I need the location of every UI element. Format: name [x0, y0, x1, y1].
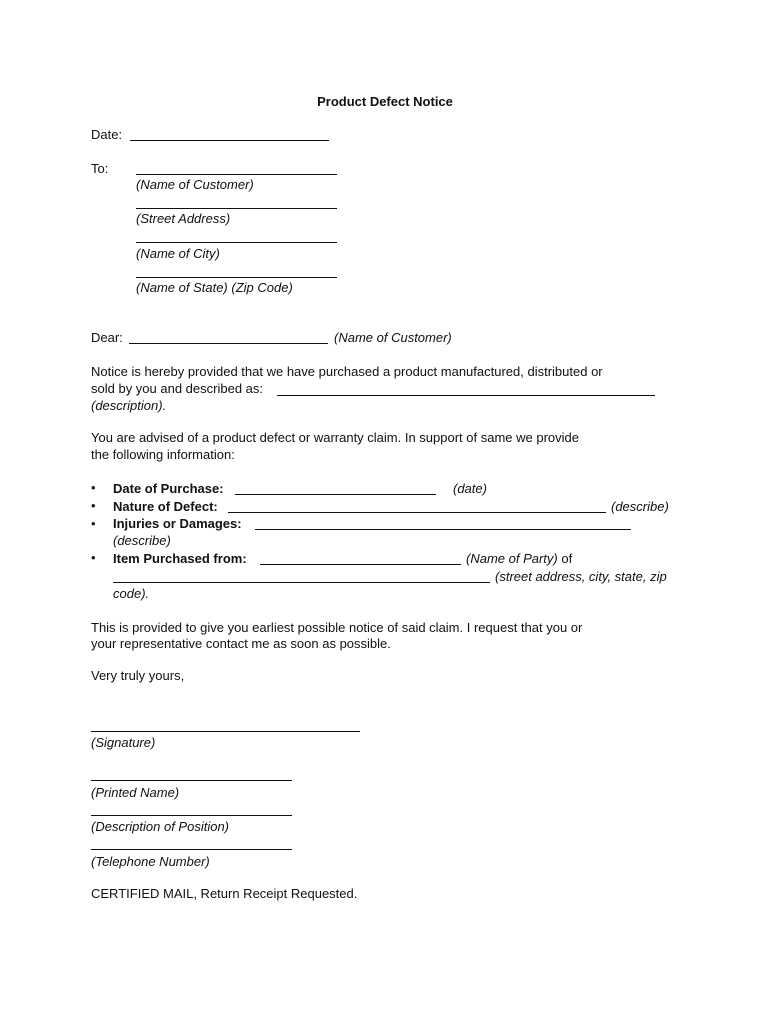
injuries-blank [255, 529, 631, 530]
to-label: To: [91, 161, 109, 176]
printed-name-blank [91, 780, 292, 781]
advised-paragraph-line-1: You are advised of a product defect or warranty claim. In support of same we provide [91, 430, 580, 445]
injuries-hint: (describe) [113, 533, 171, 548]
street-address-blank [136, 208, 337, 209]
notice-paragraph-line-2: sold by you and described as: [91, 381, 263, 396]
printed-name-hint: (Printed Name) [91, 785, 180, 800]
description-hint: (description). [91, 398, 167, 413]
defect-blank [228, 512, 606, 513]
customer-name-hint: (Name of Customer) [136, 177, 254, 192]
state-zip-hint: (Name of State) (Zip Code) [136, 280, 293, 295]
state-zip-blank [136, 277, 337, 278]
bullet-icon: • [91, 516, 96, 531]
date-label: Date: [91, 127, 123, 142]
purchased-from-of: of [557, 551, 573, 566]
street-address-hint: (Street Address) [136, 211, 231, 226]
dear-hint: (Name of Customer) [334, 330, 452, 345]
customer-name-blank [136, 174, 337, 175]
telephone-blank [91, 849, 292, 850]
dear-label: Dear: [91, 330, 123, 345]
document-title: Product Defect Notice [317, 94, 453, 109]
purchased-from-hint: (Name of Party) [466, 551, 558, 566]
request-paragraph-line-1: This is provided to give you earliest possible notice of said claim. I request that you or [91, 620, 583, 635]
position-hint: (Description of Position) [91, 819, 229, 834]
signature-blank [91, 731, 360, 732]
closing: Very truly yours, [91, 668, 185, 683]
purchase-date-label: Date of Purchase: [113, 481, 224, 496]
purchase-date-blank [235, 494, 436, 495]
city-hint: (Name of City) [136, 246, 220, 261]
party-address-blank [113, 582, 490, 583]
party-address-hint-cont: code). [113, 586, 150, 601]
defect-hint: (describe) [611, 499, 669, 514]
request-paragraph-line-2: your representative contact me as soon as possible. [91, 636, 391, 651]
purchased-from-label: Item Purchased from: [113, 551, 247, 566]
notice-paragraph-line-1: Notice is hereby provided that we have purchased a product manufactured, distributed or [91, 364, 603, 379]
certified-mail-note: CERTIFIED MAIL, Return Receipt Requested. [91, 886, 358, 901]
description-blank [277, 395, 655, 396]
injuries-label: Injuries or Damages: [113, 516, 242, 531]
bullet-icon: • [91, 480, 96, 495]
date-blank [130, 140, 329, 141]
dear-blank [129, 343, 328, 344]
purchased-from-hint-wrap [466, 551, 572, 567]
bullet-icon: • [91, 550, 96, 565]
position-blank [91, 815, 292, 816]
city-blank [136, 242, 337, 243]
bullet-icon: • [91, 498, 96, 513]
party-address-hint: (street address, city, state, zip [495, 569, 667, 584]
advised-paragraph-line-2: the following information: [91, 447, 235, 462]
telephone-hint: (Telephone Number) [91, 854, 210, 869]
purchase-date-hint: (date) [453, 481, 487, 496]
signature-hint: (Signature) [91, 735, 156, 750]
purchased-from-blank [260, 564, 461, 565]
defect-label: Nature of Defect: [113, 499, 218, 514]
